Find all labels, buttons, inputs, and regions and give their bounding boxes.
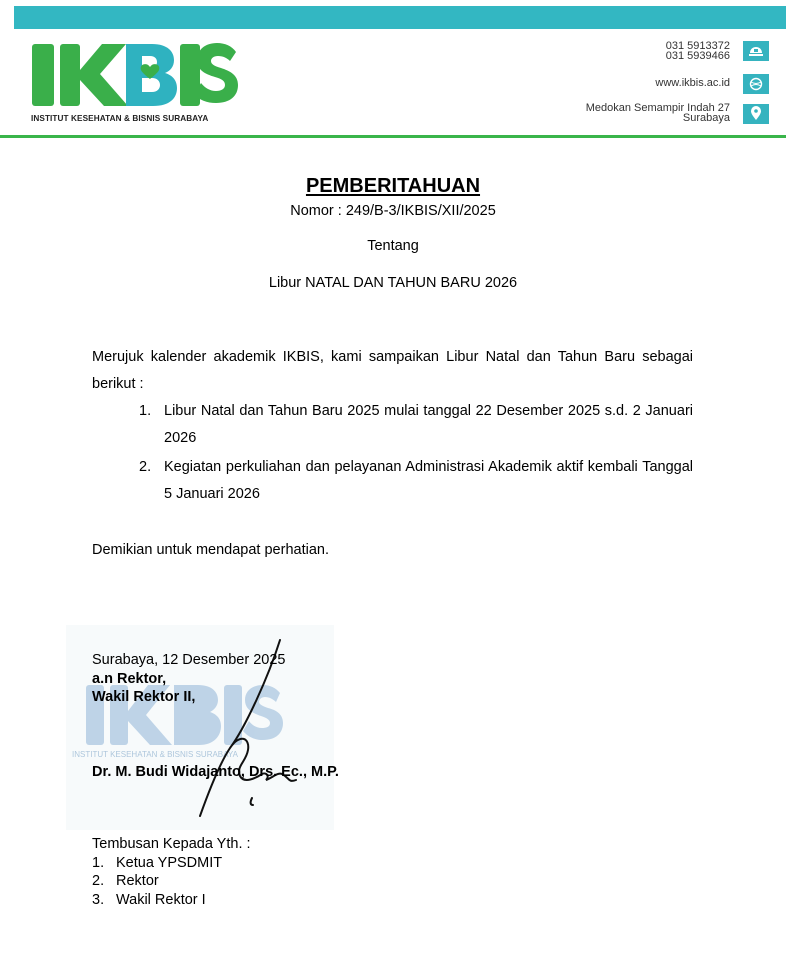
list-item: Kegiatan perkuliahan dan pelayanan Administrasi Akademik aktif kembali Tanggal 5 Januari 2026	[164, 459, 693, 502]
location-pin-icon	[743, 104, 769, 124]
copy-recipient: Wakil Rektor I	[116, 892, 206, 908]
top-band-teal	[14, 6, 786, 29]
intro-paragraph: Merujuk kalender akademik IKBIS, kami sampaikan Libur Natal dan Tahun Baru sebagai berikut :	[92, 349, 693, 392]
place-date: Surabaya, 12 Desember 2025	[92, 652, 286, 668]
copy-number: 1.	[92, 855, 105, 871]
globe-icon	[743, 74, 769, 94]
signer-position: Wakil Rektor II,	[92, 689, 196, 705]
closing-sentence: Demikian untuk mendapat perhatian.	[92, 542, 329, 558]
institution-name: INSTITUT KESEHATAN & BISNIS SURABAYA	[31, 114, 209, 123]
svg-text:INSTITUT KESEHATAN & BISNIS SU: INSTITUT KESEHATAN & BISNIS SURABAYA	[72, 750, 238, 759]
website: www.ikbis.ac.id	[655, 77, 730, 89]
address-line-2: Surabaya	[682, 112, 730, 124]
list-item-number: 2.	[139, 459, 152, 475]
document-number: Nomor : 249/B-3/IKBIS/XII/2025	[290, 203, 496, 219]
list-item-number: 1.	[139, 403, 152, 419]
document-title: PEMBERITAHUAN	[305, 175, 481, 197]
about-label: Tentang	[367, 238, 419, 254]
top-band	[0, 0, 786, 29]
header-divider	[0, 135, 786, 138]
subject-line: Libur NATAL DAN TAHUN BARU 2026	[268, 275, 518, 291]
copy-recipient: Rektor	[116, 873, 159, 889]
phone-icon	[743, 41, 769, 61]
phone-number-2: 031 5939466	[665, 50, 730, 62]
address-line-1: Medokan Semampir Indah 27	[585, 102, 730, 114]
list-item: Libur Natal dan Tahun Baru 2025 mulai tanggal 22 Desember 2025 s.d. 2 Januari 2026	[164, 403, 693, 446]
copy-number: 3.	[92, 892, 105, 908]
signer-name: Dr. M. Budi Widajanto, Drs. Ec., M.P.	[92, 764, 339, 780]
on-behalf-label: a.n Rektor,	[92, 671, 167, 687]
copy-recipient: Ketua YPSDMIT	[116, 855, 223, 871]
copy-number: 2.	[92, 873, 105, 889]
phone-number-1: 031 5913372	[665, 40, 730, 52]
copies-heading: Tembusan Kepada Yth. :	[92, 836, 251, 852]
